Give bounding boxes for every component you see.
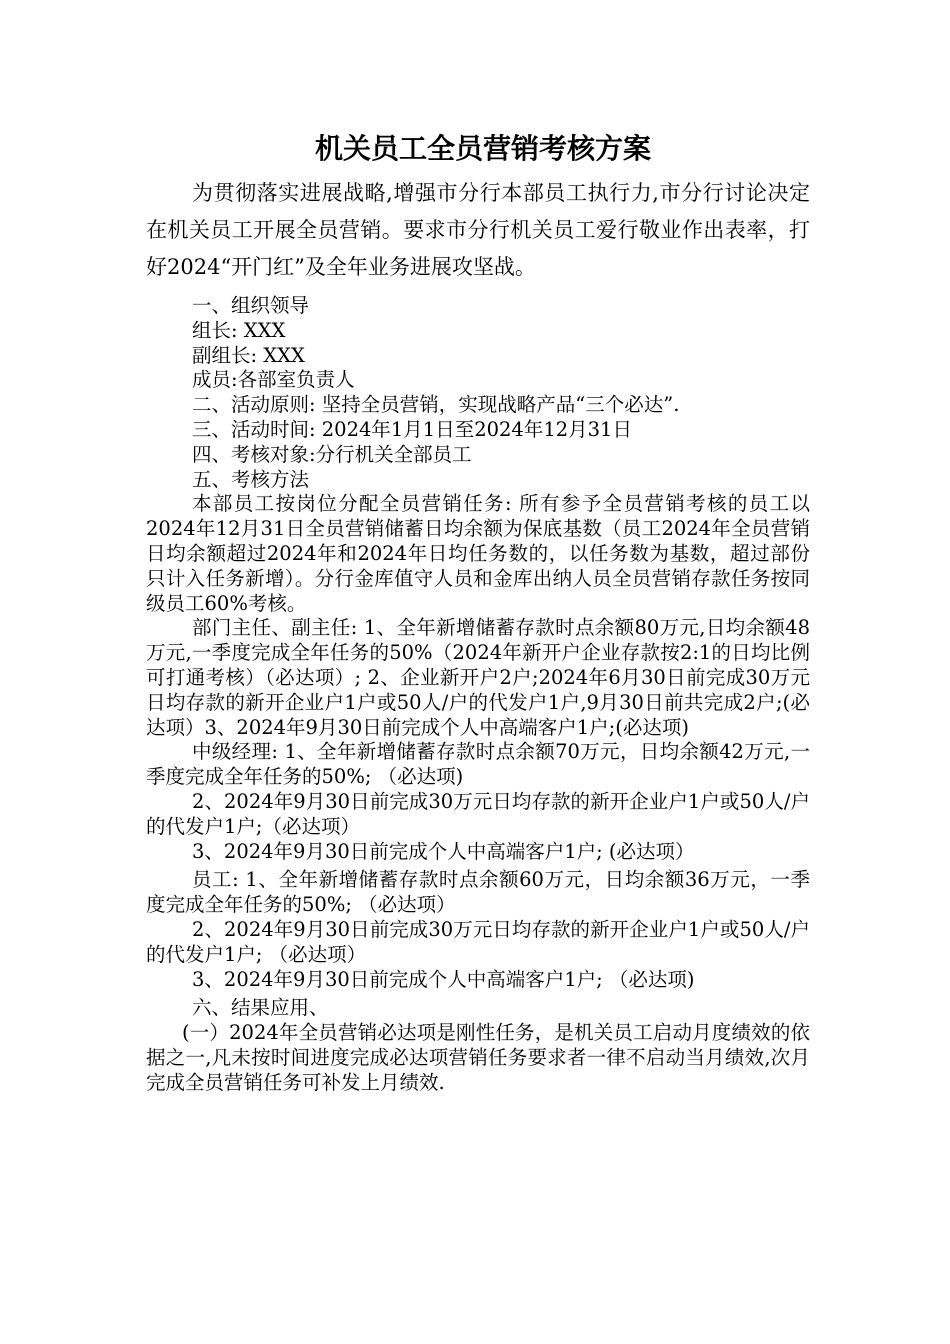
section-assessment-target: 四、考核对象:分行机关全部员工 <box>192 442 472 466</box>
deputy-leader-line: 副组长: XXX <box>192 343 305 367</box>
document-title: 机关员工全员营销考核方案 <box>314 132 651 165</box>
staff-requirement-1: 员工: 1、全年新增储蓄存款时点余额60万元，日均余额36万元，一季度完成全年任务的50%; （必达项） <box>146 868 810 917</box>
document-page <box>146 125 810 1096</box>
section-activity-principle: 二、活动原则: 坚持全员营销，实现战略产品“三个必达”. <box>192 393 680 417</box>
result-application-paragraph-1: (一）2024年全员营销必达项是刚性任务，是机关员工启动月度绩效的依据之一,凡未按时间进度完成必达项营销任务要求者一律不启动当月绩效,次月完成全员营销任务可补发上月绩效. <box>146 1021 810 1094</box>
section-heading-assessment-method: 五、考核方法 <box>192 467 310 491</box>
staff-requirement-3: 3、2024年9月30日前完成个人中高端客户1户; （必达项) <box>192 967 695 991</box>
assessment-method-paragraph: 本部员工按岗位分配全员营销任务: 所有参予全员营销考核的员工以2024年12月31日全员营销储蓄日均余额为保底基数（员工2024年全员营销日均余额超过2024年和2024年日均任务数的，以任务数为基数，超过部份只计入任务新增）。分行金库值守人员和金库出纳人员全员营销存款任务按同级员工60%考核。 <box>146 492 810 615</box>
section-heading-organization: 一、组织领导 <box>192 294 310 317</box>
section-activity-time: 三、活动时间: 2024年1月1日至2024年12月31日 <box>192 417 632 441</box>
staff-requirement-2: 2、2024年9月30日前完成30万元日均存款的新开企业户1户或50人/户的代发户1户; （必达项） <box>146 917 810 966</box>
body-section <box>146 294 810 1096</box>
mid-manager-requirement-1: 中级经理: 1、全年新增储蓄存款时点余额70万元，日均余额42万元,一季度完成全年任务的50%; （必达项) <box>146 740 810 789</box>
mid-manager-requirement-2: 2、2024年9月30日前完成30万元日均存款的新开企业户1户或50人/户的代发户1户;（必达项） <box>146 789 810 838</box>
members-line: 成员:各部室负责人 <box>192 368 355 392</box>
mid-manager-requirement-3: 3、2024年9月30日前完成个人中高端客户1户; (必达项） <box>192 839 695 863</box>
leader-line: 组长: XXX <box>192 318 286 342</box>
director-requirements: 部门主任、副主任: 1、全年新增储蓄存款时点余额80万元,日均余额48万元,一季度完成全年任务的50%（2024年新开户企业存款按2:1的日均比例可打通考核）（必达项）; 2、企业新开户2户;2024年6月30日前完成30万元日均存款的新开企业户1户或50人/户的代发户1户,9月30日前共完成2户;(必达项）3、2024年9月30日前完成个人中高端客户1户;(必达项) <box>146 616 810 739</box>
intro-section <box>146 175 810 286</box>
section-heading-result-application: 六、结果应用、 <box>192 996 329 1020</box>
intro-paragraph: 为贯彻落实进展战略,增强市分行本部员工执行力,市分行讨论决定在机关员工开展全员营销。要求市分行机关员工爱行敬业作出表率，打好2024“开门红”及全年业务进展攻坚战。 <box>146 181 810 279</box>
